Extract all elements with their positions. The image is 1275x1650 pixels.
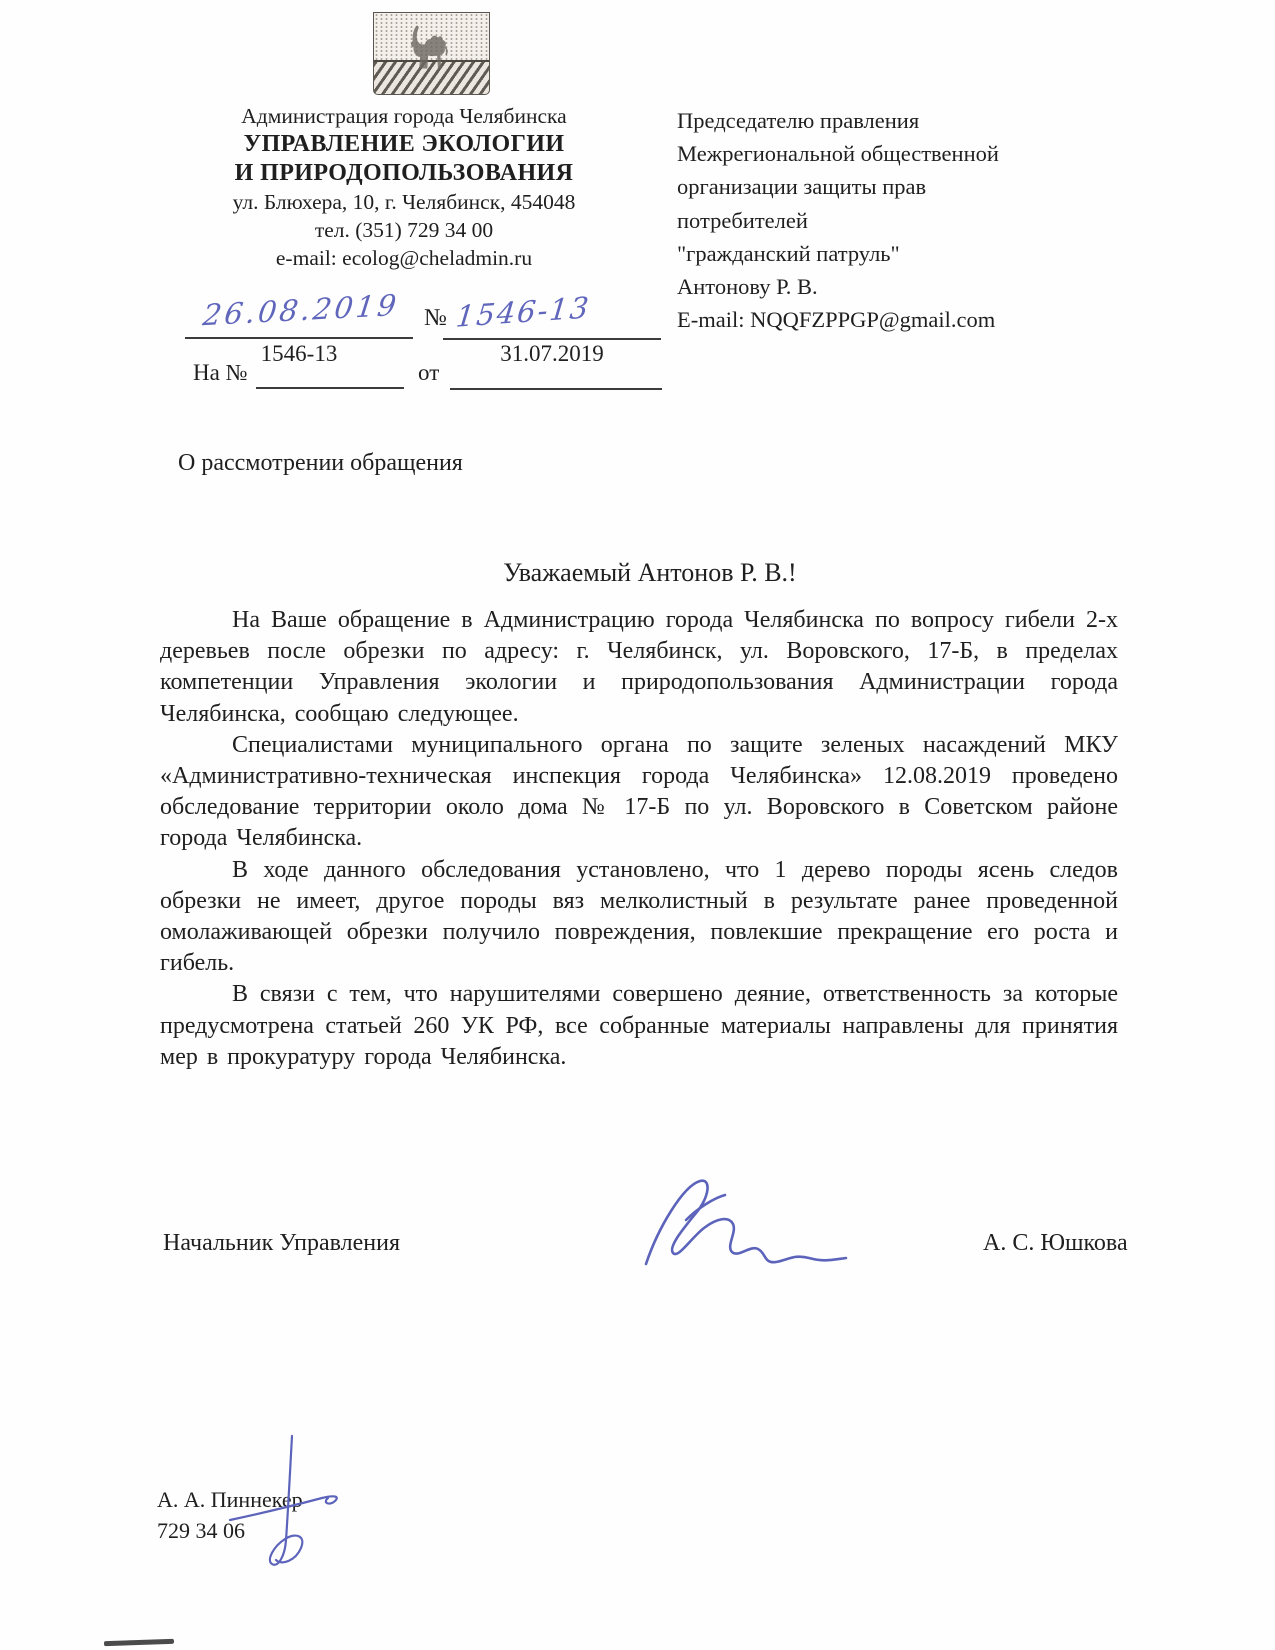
body-paragraph: Специалистами муниципального органа по защите зеленых насаждений МКУ «Административно-техническая инспекция города Челябинска» 12.08.2019 проведено обследование территории около дома № 17-Б по ул. Воровского в Советском районе города Челябинска.: [160, 731, 1118, 852]
parent-organization: Администрация города Челябинска: [241, 104, 567, 128]
body-paragraph: На Ваше обращение в Администрацию города Челябинска по вопросу гибели 2-х деревьев после обрезки по адресу: г. Челябинск, ул. Воровского, 17-Б, в пределах компетенции Управления экологии и природопользования Администрации города Челябинска, сообщаю следующее.: [160, 607, 1118, 727]
in-reply-to-label: На №: [193, 360, 248, 385]
recipient-line: Антонову Р. В.: [677, 274, 818, 300]
handwritten-paraph: [222, 1432, 372, 1582]
organization-phone: тел. (351) 729 34 00: [314, 218, 494, 242]
printed-incoming-number: 1546-13: [260, 341, 338, 366]
organization-name-line2: И ПРИРОДОПОЛЬЗОВАНИЯ: [234, 160, 574, 186]
recipient-line: потребителей: [677, 207, 808, 233]
letter-body: [160, 605, 1118, 1073]
body-paragraph: В ходе данного обследования установлено, что 1 дерево породы ясень следов обрезки не имеет, другое породы вяз мелколистный в результате ранее проведенной омолаживающей обрезки получило повреждения, повлекшие прекращение его роста и гибель.: [160, 856, 1118, 977]
executor-name: А. А. Пиннекер: [157, 1487, 303, 1512]
recipient-line: E-mail: NQQFZPPGP@gmail.com: [677, 307, 996, 333]
chelyabinsk-coat-of-arms: [373, 12, 490, 95]
recipient-line: Межрегиональной общественной: [677, 141, 999, 167]
in-reply-from-label: от: [418, 360, 440, 385]
camel-icon: [403, 15, 455, 80]
scan-artifact: [104, 1639, 174, 1646]
organization-name-line1: УПРАВЛЕНИЕ ЭКОЛОГИИ: [243, 131, 565, 157]
recipient-line: Председателю правления: [677, 108, 920, 133]
handwritten-outgoing-number: 1546-13: [454, 290, 593, 334]
recipient-block: [677, 104, 1137, 336]
organization-address: ул. Блюхера, 10, г. Челябинск, 454048: [232, 190, 576, 214]
recipient-line: "гражданский патруль": [677, 240, 900, 266]
number-sign-label: №: [424, 305, 447, 331]
signatory-position-title: Начальник Управления: [163, 1230, 400, 1256]
signatory-name: А. С. Юшкова: [983, 1230, 1128, 1256]
printed-incoming-date: 31.07.2019: [500, 341, 604, 366]
in-reply-date-underline: [450, 388, 662, 390]
number-underline: [443, 338, 661, 340]
salutation: Уважаемый Антонов Р. В.!: [503, 558, 797, 587]
handwritten-signature: [628, 1168, 868, 1278]
body-paragraph: В связи с тем, что нарушителями совершено деяние, ответственность за которые предусмотрена статьей 260 УК РФ, все собранные материалы направлены для принятия мер в прокуратуру города Челябинска.: [160, 981, 1118, 1070]
date-underline: [185, 337, 413, 339]
handwritten-outgoing-date: 26.08.2019: [201, 287, 402, 333]
recipient-line: организации защиты прав: [677, 174, 927, 200]
letter-subject: О рассмотрении обращения: [178, 450, 463, 476]
sender-letterhead: [163, 103, 645, 272]
executor-phone: 729 34 06: [157, 1518, 245, 1543]
in-reply-number-underline: [256, 387, 404, 389]
organization-email: e-mail: ecolog@cheladmin.ru: [275, 246, 533, 270]
